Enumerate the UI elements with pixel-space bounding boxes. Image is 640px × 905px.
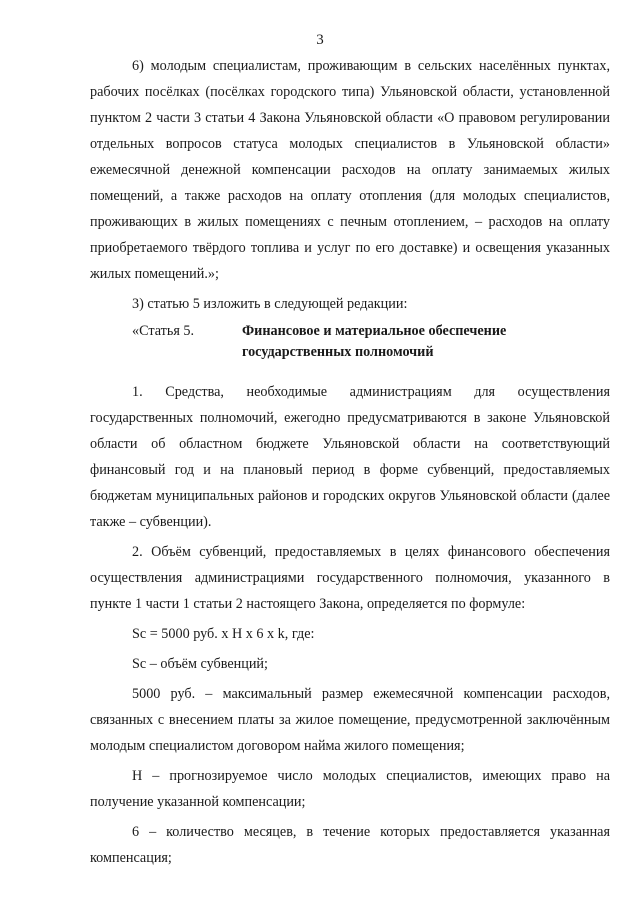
paragraph-subvention-volume: 2. Объём субвенций, предоставляемых в целях финансового обеспечения осуществления администрациями государственного полномочия, указанного в пункте 1 части 1 статьи 2 настоящего Закона, определяется по формуле:: [90, 544, 610, 612]
article-heading: [90, 321, 610, 363]
definition-h: Н – прогнозируемое число молодых специалистов, имеющих право на получение указанной компенсации;: [90, 768, 610, 810]
paragraph-item-6: 6) молодым специалистам, проживающим в сельских населённых пунктах, рабочих посёлках (посёлках городского типа) Ульяновской области, установленной пунктом 2 части 3 статьи 4 Закона Ульяновской области «О правовом регулировании отдельных вопросов статуса молодых специалистов в Ульяновской области» ежемесячной денежной компенсации расходов на оплату занимаемых жилых помещений, а также расходов на оплату отопления (для молодых специалистов, проживающих в жилых помещениях с печным отоплением, – расходов на оплату приобретаемого твёрдого топлива и услуг по его доставке) и освещения указанных жилых помещений.»;: [90, 58, 610, 282]
article-title: Финансовое и материальное обеспечение государственных полномочий: [242, 323, 507, 360]
definition-6: 6 – количество месяцев, в течение которых предоставляется указанная компенсация;: [90, 824, 610, 866]
document-body: [90, 53, 610, 875]
article-label: «Статья 5.: [132, 323, 195, 339]
paragraph-funding-sources: 1. Средства, необходимые администрациям для осуществления государственных полномочий, ежегодно предусматриваются в законе Ульяновской области об областном бюджете Ульяновской области на соответствующий финансовый год и на плановый период в форме субвенций, предоставляемых бюджетам муниципальных районов и городских округов Ульяновской области (далее также – субвенции).: [90, 384, 610, 530]
definition-5000: 5000 руб. – максимальный размер ежемесячной компенсации расходов, связанных с внесением платы за жилое помещение, предусмотренной заключённым молодым специалистом договором найма жилого помещения;: [90, 686, 610, 754]
page-number: 3: [316, 32, 324, 48]
definition-sc: Sc – объём субвенций;: [132, 656, 268, 672]
paragraph-item-3-instruction: 3) статью 5 изложить в следующей редакции:: [132, 296, 408, 312]
formula: Sc = 5000 руб. x H x 6 x k, где:: [132, 626, 315, 642]
